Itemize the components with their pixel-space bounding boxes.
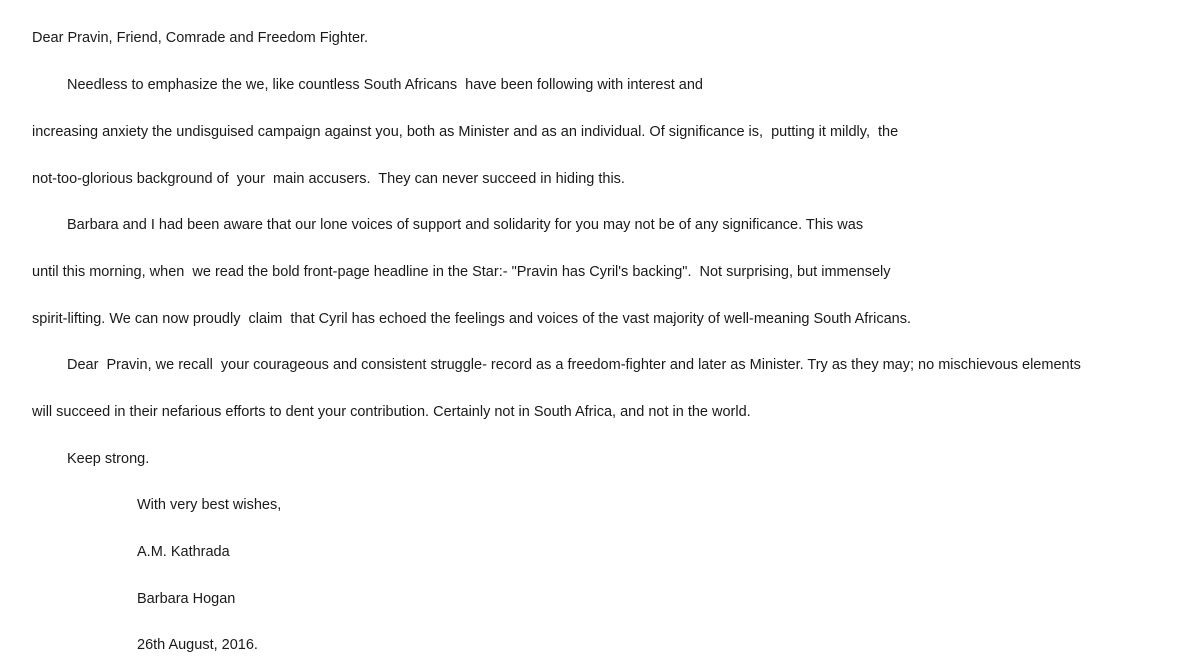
paragraph-2-line-2: until this morning, when we read the bold front-page headline in the Star:- "Pravin has Cyril's backing". Not surprising, but immensely [32,264,891,280]
paragraph-3-line-2: will succeed in their nefarious efforts to dent your contribution. Certainly not in South Africa, and not in the world. [32,404,751,420]
paragraph-1-line-2: increasing anxiety the undisguised campaign against you, both as Minister and as an individual. Of significance is, putting it mildly, the [32,124,899,140]
keep-strong: Keep strong. [67,451,150,467]
paragraph-1-line-1: Needless to emphasize the we, like countless South Africans have been following with interest and [67,77,703,93]
paragraph-2-line-3: spirit-lifting. We can now proudly claim that Cyril has echoed the feelings and voices of the vast majority of well-meaning South Africans. [32,311,912,327]
salutation: Dear Pravin, Friend, Comrade and Freedom Fighter. [32,30,369,46]
closing: With very best wishes, [137,497,282,513]
paragraph-3-line-1: Dear Pravin, we recall your courageous and consistent struggle- record as a freedom-fighter and later as Minister. Try as they may; no mischievous elements [67,357,1081,373]
signatory-2: Barbara Hogan [137,591,236,607]
paragraph-2-line-1: Barbara and I had been aware that our lone voices of support and solidarity for you may not be of any significance. This was [67,217,864,233]
paragraph-1-line-3: not-too-glorious background of your main accusers. They can never succeed in hiding this. [32,171,625,187]
letter-date: 26th August, 2016. [137,637,258,653]
signatory-1: A.M. Kathrada [137,544,230,560]
